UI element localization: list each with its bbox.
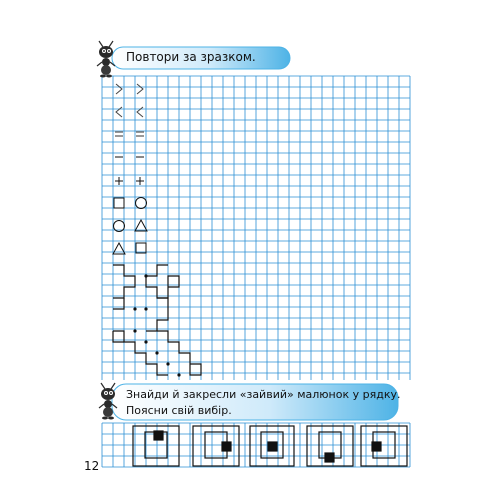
greater-than-sign xyxy=(116,84,122,94)
task2-picture-4[interactable] xyxy=(307,426,353,466)
task2-instruction-line1: Знайди й закресли «зайвий» малюнок у рядку. xyxy=(126,388,401,401)
task2-picture-3[interactable] xyxy=(250,426,294,466)
greater-than-sign xyxy=(137,84,143,94)
task1-symbols xyxy=(113,84,147,254)
circle-shape xyxy=(136,198,147,209)
page-number: 12 xyxy=(84,459,100,473)
task2-picture-2[interactable] xyxy=(193,426,239,466)
task1-instruction: Повтори за зразком. xyxy=(126,50,256,64)
square-shape xyxy=(136,243,146,253)
less-than-sign xyxy=(137,107,143,117)
less-than-sign xyxy=(116,107,122,117)
task2-picture-1[interactable] xyxy=(133,426,179,466)
square-shape xyxy=(114,198,124,208)
task2-picture-5[interactable] xyxy=(361,426,407,466)
graph-paper-grid-top xyxy=(102,76,410,380)
triangle-shape xyxy=(135,220,147,231)
task2-instruction-line2: Поясни свій вибір. xyxy=(126,404,232,417)
graph-paper-grid-bottom xyxy=(102,423,410,467)
